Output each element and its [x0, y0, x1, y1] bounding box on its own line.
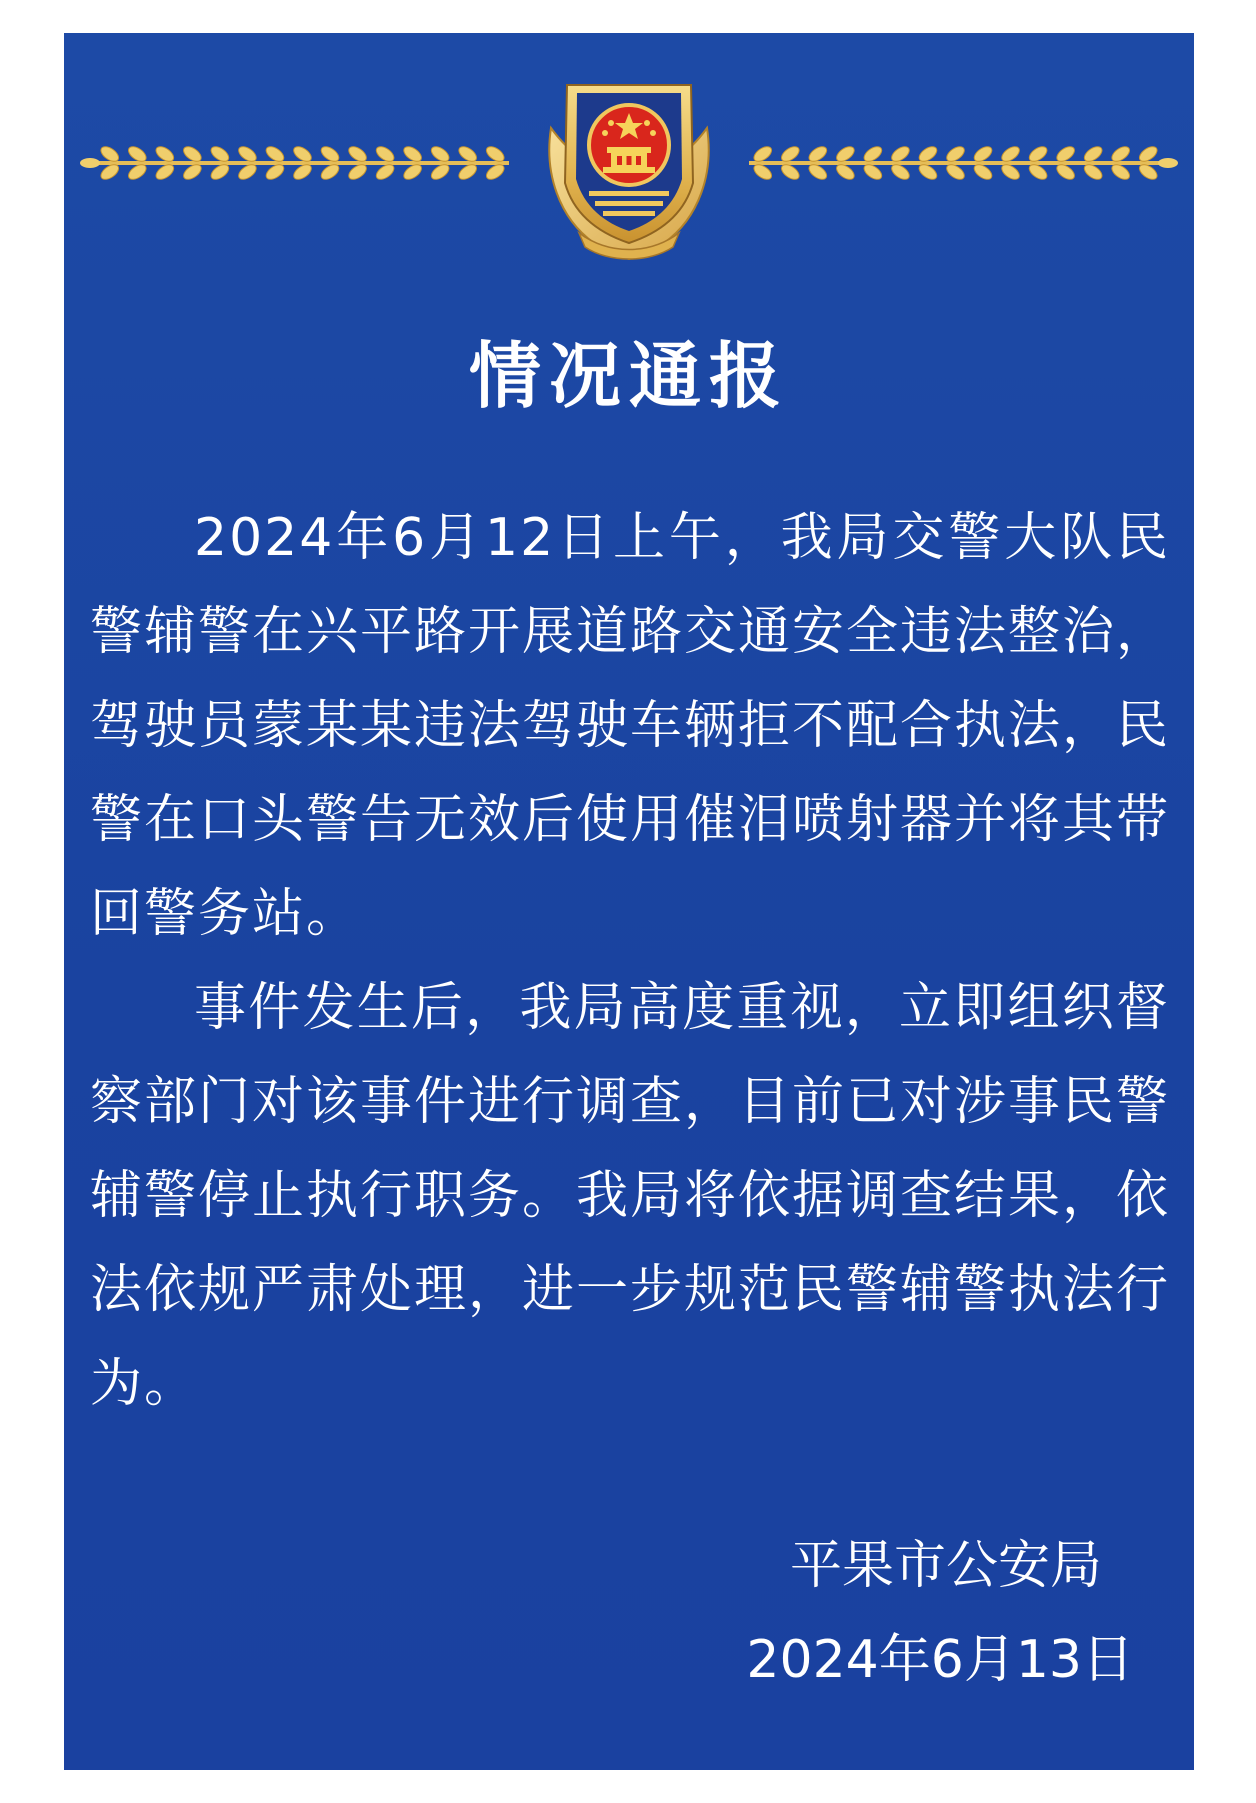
- police-emblem-icon: [549, 85, 708, 259]
- notice-title: 情况通报: [468, 334, 789, 418]
- body-paragraph: 事件发生后，我局高度重视，立即组织督察部门对该事件进行调查，目前已对涉事民警辅警停止执行职务。我局将依据调查结果，依法依规严肃处理，进一步规范民警辅警执法行为。: [90, 978, 1171, 1414]
- notice-panel: [64, 33, 1194, 1770]
- signature-block: [746, 1519, 1134, 1707]
- body-paragraph: 2024年6月12日上午，我局交警大队民警辅警在兴平路开展道路交通安全违法整治，驾驶员蒙某某违法驾驶车辆拒不配合执法，民警在口头警告无效后使用催泪喷射器并将其带回警务站。: [90, 508, 1171, 944]
- issue-date: 2024年6月13日: [746, 1630, 1134, 1690]
- issuing-organization: 平果市公安局: [789, 1536, 1102, 1596]
- wheat-ear-left-icon: [80, 144, 509, 182]
- wheat-ear-right-icon: [749, 144, 1178, 182]
- emblem-header: [64, 53, 1194, 263]
- notice-body: [90, 491, 1170, 1431]
